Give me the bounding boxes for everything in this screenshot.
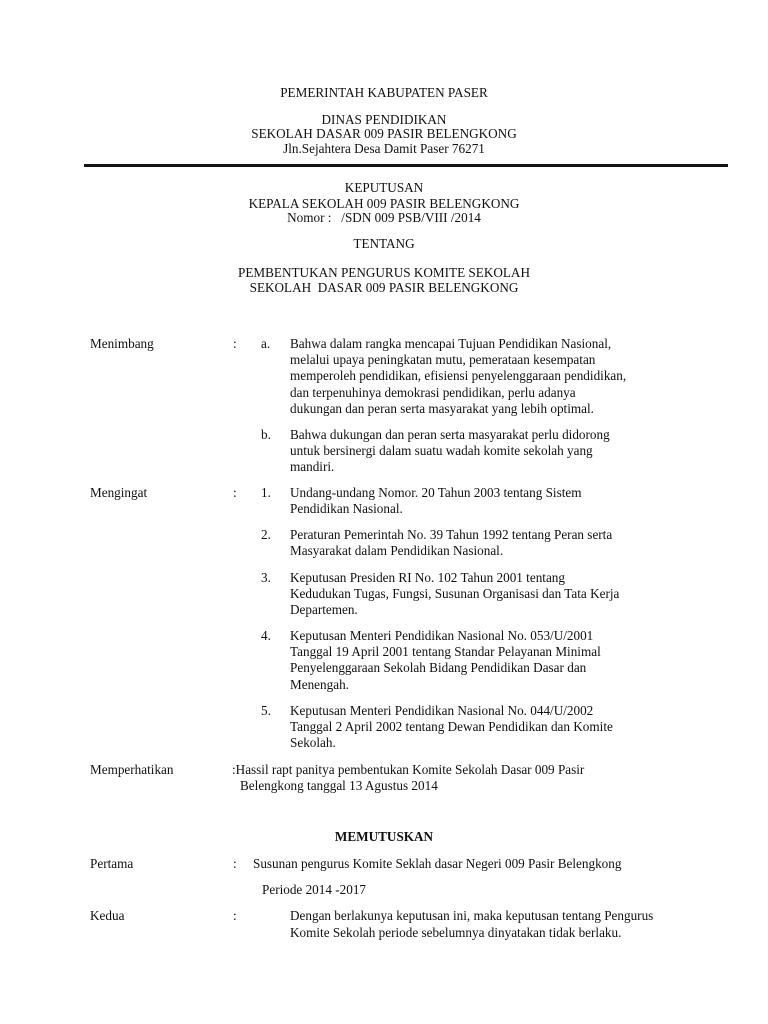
menimbang-item-marker: b. (261, 427, 271, 442)
mengingat-item-line: Masyarakat dalam Pendidikan Nasional. (290, 543, 504, 558)
mengingat-item-line: Peraturan Pemerintah No. 39 Tahun 1992 tentang Peran serta (290, 527, 613, 542)
menimbang-item-line: Bahwa dukungan dan peran serta masyarakat perlu didorong (290, 427, 610, 442)
mengingat-item-line: Keputusan Presiden RI No. 102 Tahun 2001 tentang (290, 570, 565, 585)
menimbang-item-line: dan terpenuhinya demokrasi pendidikan, perlu adanya (290, 385, 576, 400)
menimbang-label: Menimbang (90, 336, 154, 351)
mengingat-item-marker: 5. (261, 703, 271, 718)
menimbang-item-line: memperoleh pendidikan, efisiensi penyelenggaraan pendidikan, (290, 368, 627, 383)
mengingat-item-line: Menengah. (290, 677, 349, 692)
mengingat-label: Mengingat (90, 485, 148, 500)
mengingat-item-line: Undang-undang Nomor. 20 Tahun 2003 tentang Sistem (290, 485, 582, 500)
header-government: PEMERINTAH KABUPATEN PASER (280, 85, 488, 100)
decree-subject-1: PEMBENTUKAN PENGURUS KOMITE SEKOLAH (238, 265, 530, 280)
kedua-line: Komite Sekolah periode sebelumnya dinyatakan tidak berlaku. (290, 925, 622, 940)
decree-subject-2: SEKOLAH DASAR 009 PASIR BELENGKONG (249, 280, 519, 295)
memperhatikan-line: Belengkong tanggal 13 Agustus 2014 (240, 778, 438, 793)
memperhatikan-label: Memperhatikan (90, 762, 174, 777)
mengingat-colon: : (233, 485, 237, 500)
menimbang-item-line: Bahwa dalam rangka mencapai Tujuan Pendidikan Nasional, (290, 336, 612, 351)
header-address: Jln.Sejahtera Desa Damit Paser 76271 (283, 141, 485, 156)
pertama-label: Pertama (90, 856, 134, 871)
kedua-line: Dengan berlakunya keputusan ini, maka keputusan tentang Pengurus (290, 908, 654, 923)
header-school: SEKOLAH DASAR 009 PASIR BELENGKONG (251, 126, 517, 141)
pertama-period: Periode 2014 -2017 (262, 882, 367, 897)
kedua-colon: : (233, 908, 237, 923)
menimbang-colon: : (233, 336, 237, 351)
mengingat-item-line: Tanggal 19 April 2001 tentang Standar Pelayanan Minimal (290, 644, 601, 659)
mengingat-item-line: Penyelenggaraan Sekolah Bidang Pendidikan Dasar dan (290, 660, 587, 675)
mengingat-item-line: Keputusan Menteri Pendidikan Nasional No. 053/U/2001 (290, 628, 594, 643)
menimbang-item-line: melalui upaya peningkatan mutu, pemerataan kesempatan (290, 352, 596, 367)
pertama-line: Susunan pengurus Komite Seklah dasar Negeri 009 Pasir Belengkong (253, 856, 622, 871)
menimbang-item-line: dukungan dan peran serta masyarakat yang lebih optimal. (290, 401, 594, 416)
mengingat-item-marker: 2. (261, 527, 271, 542)
mengingat-item-line: Tanggal 2 April 2002 tentang Dewan Pendidikan dan Komite (290, 719, 613, 734)
mengingat-item-line: Pendidikan Nasional. (290, 501, 403, 516)
decree-title: KEPUTUSAN (344, 180, 424, 195)
mengingat-item-line: Departemen. (290, 602, 358, 617)
kedua-label: Kedua (90, 908, 125, 923)
menimbang-item-marker: a. (261, 336, 271, 351)
mengingat-item-line: Sekolah. (290, 735, 336, 750)
pertama-colon: : (233, 856, 237, 871)
menimbang-item-line: mandiri. (290, 459, 335, 474)
decree-number: Nomor : /SDN 009 PSB/VIII /2014 (287, 210, 481, 225)
mengingat-item-marker: 4. (261, 628, 271, 643)
header-divider (84, 164, 728, 167)
mengingat-item-line: Keputusan Menteri Pendidikan Nasional No. 044/U/2002 (290, 703, 594, 718)
memutuskan-heading: MEMUTUSKAN (334, 829, 434, 844)
decree-issuer: KEPALA SEKOLAH 009 PASIR BELENGKONG (248, 196, 520, 211)
header-agency: DINAS PENDIDIKAN (321, 112, 447, 127)
mengingat-item-marker: 1. (261, 485, 271, 500)
memperhatikan-line: :Hassil rapt panitya pembentukan Komite Sekolah Dasar 009 Pasir (232, 762, 585, 777)
mengingat-item-marker: 3. (261, 570, 271, 585)
mengingat-item-line: Kedudukan Tugas, Fungsi, Susunan Organisasi dan Tata Kerja (290, 586, 620, 601)
menimbang-item-line: untuk bersinergi dalam suatu wadah komite sekolah yang (290, 443, 593, 458)
decree-about: TENTANG (353, 236, 415, 251)
